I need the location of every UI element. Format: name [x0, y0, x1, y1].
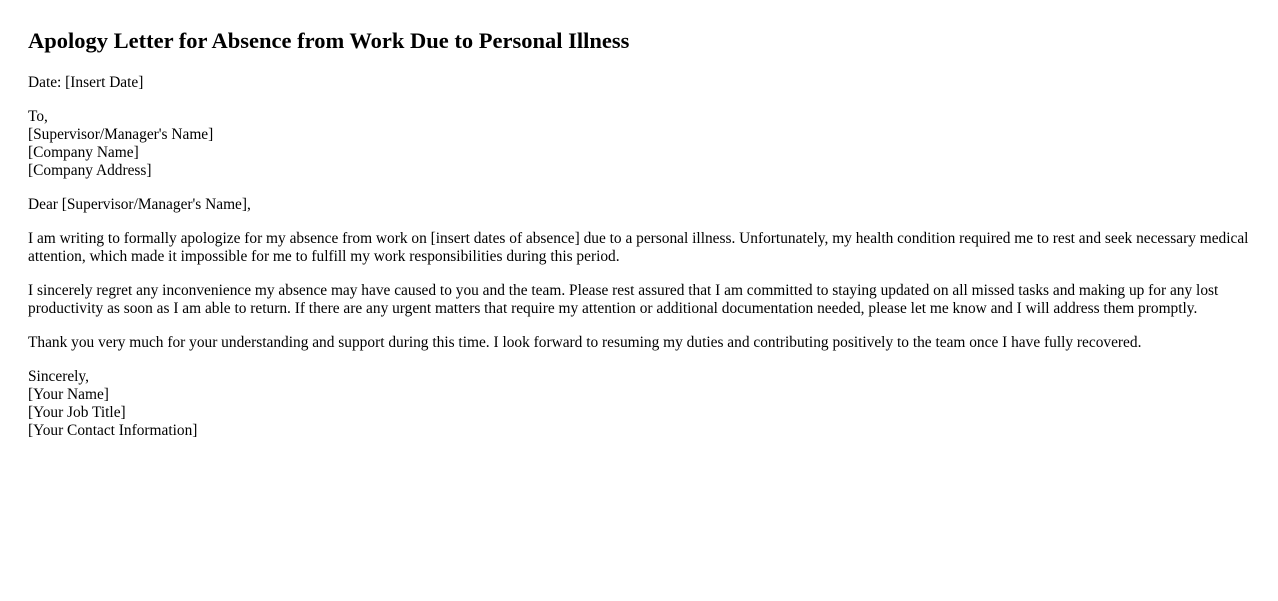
- body-paragraph-3: Thank you very much for your understanding and support during this time. I look forward to resuming my duties and contributing positively to the team once I have fully recovered.: [28, 334, 1142, 351]
- body-paragraph-1: I am writing to formally apologize for my absence from work on [insert dates of absence] due to a personal illness. Unfortunately, my health condition required me to rest and seek necessary medical attention, which made it impossible for me to fulfill my work responsibilities during this period.: [28, 230, 1249, 265]
- closing-block: [28, 368, 1253, 440]
- sender-job-title: [Your Job Title]: [28, 404, 126, 421]
- sender-name: [Your Name]: [28, 386, 109, 403]
- recipient-to: To,: [28, 108, 48, 125]
- sender-contact: [Your Contact Information]: [28, 422, 198, 439]
- body-paragraph-2: I sincerely regret any inconvenience my absence may have caused to you and the team. Please rest assured that I am committed to staying updated on all missed tasks and making up for any lost productivity as soon as I am able to return. If there are any urgent matters that require my attention or additional documentation needed, please let me know and I will address them promptly.: [28, 282, 1219, 317]
- recipient-block: [28, 108, 1253, 180]
- letter-date: Date: [Insert Date]: [28, 74, 144, 91]
- letter: [28, 28, 1253, 440]
- recipient-name: [Supervisor/Manager's Name]: [28, 126, 214, 143]
- recipient-address: [Company Address]: [28, 162, 152, 179]
- salutation: Dear [Supervisor/Manager's Name],: [28, 196, 251, 213]
- recipient-company: [Company Name]: [28, 144, 139, 161]
- closing-sign-off: Sincerely,: [28, 368, 89, 385]
- letter-title: Apology Letter for Absence from Work Due to Personal Illness: [28, 28, 630, 53]
